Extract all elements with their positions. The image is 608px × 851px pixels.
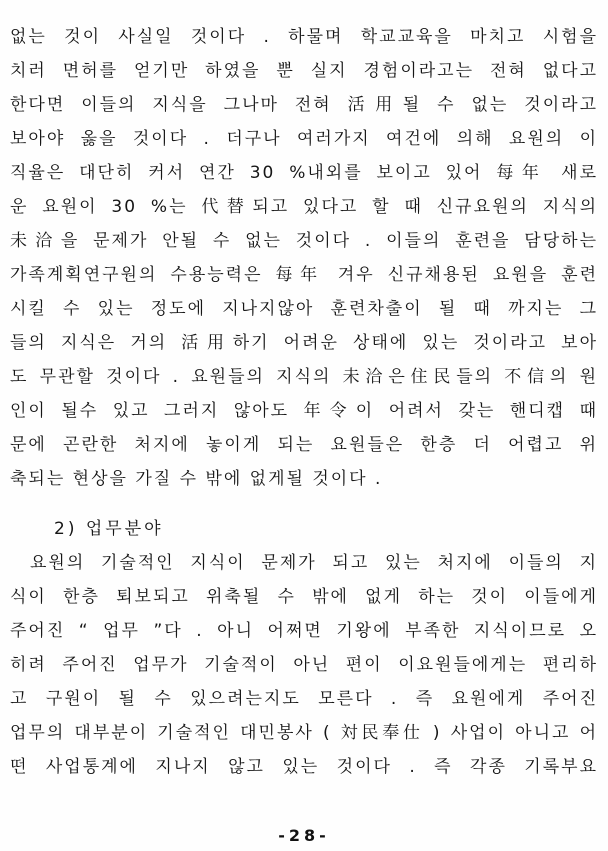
text-line: 떤 사업통계에 지나지 않고 있는 것이다 . 즉 각종 기록부요 xyxy=(10,757,598,777)
text-line: 업무의 대부분이 기술적인 대민봉사 ( 対民奉仕 ) 사업이 아니고 어 xyxy=(10,723,598,743)
section-heading: 2) 업무분야 xyxy=(54,519,164,539)
text-line: 히려 주어진 업무가 기술적이 아닌 편이 이요원들에게는 편리하 xyxy=(10,655,598,675)
text-line: 주어진 “ 업무 ”다 . 아니 어쩌면 기왕에 부족한 지식이므로 오 xyxy=(10,621,598,641)
text-line: 도 무관할 것이다 . 요원들의 지식의 未洽은住民들의 不信의 원 xyxy=(10,367,598,387)
text-line: 운 요원이 30 %는 代替되고 있다고 할 때 신규요원의 지식의 xyxy=(10,197,598,217)
text-line: 보아야 옳을 것이다 . 더구나 여러가지 여건에 의해 요원의 이 xyxy=(10,129,598,149)
text-line: 가족계획연구원의 수용능력은 每年 겨우 신규채용된 요원을 훈련 xyxy=(10,265,598,285)
page-number: -28- xyxy=(278,826,330,845)
text-line: 요원의 기술적인 지식이 문제가 되고 있는 처지에 이들의 지 xyxy=(30,553,598,573)
text-line: 축되는 현상을 가질 수 밖에 없게될 것이다 . xyxy=(10,469,383,489)
text-line: 未洽을 문제가 안될 수 없는 것이다 . 이들의 훈련을 담당하는 xyxy=(10,231,598,251)
text-line: 시킬 수 있는 정도에 지나지않아 훈련차출이 될 때 까지는 그 xyxy=(10,299,598,319)
text-line: 고 구원이 될 수 있으려는지도 모른다 . 즉 요원에게 주어진 xyxy=(10,689,598,709)
text-line: 치러 면허를 얻기만 하였을 뿐 실지 경험이라고는 전혀 없다고 xyxy=(10,61,598,81)
text-line: 들의 지식은 거의 活用하기 어려운 상태에 있는 것이라고 보아 xyxy=(10,333,598,353)
text-line: 한다면 이들의 지식을 그나마 전혀 活用될 수 없는 것이라고 xyxy=(10,95,598,115)
text-line: 식이 한층 퇴보되고 위축될 수 밖에 없게 하는 것이 이들에게 xyxy=(10,587,598,607)
text-line: 없는 것이 사실일 것이다 . 하물며 학교교육을 마치고 시험을 xyxy=(10,27,598,47)
text-line: 인이 될수 있고 그러지 않아도 年令이 어려서 갖는 핸디캡 때 xyxy=(10,401,598,421)
text-line: 직율은 대단히 커서 연간 30 %내외를 보이고 있어 每年 새로 xyxy=(10,163,598,183)
text-line: 문에 곤란한 처지에 놓이게 되는 요원들은 한층 더 어렵고 위 xyxy=(10,435,598,455)
